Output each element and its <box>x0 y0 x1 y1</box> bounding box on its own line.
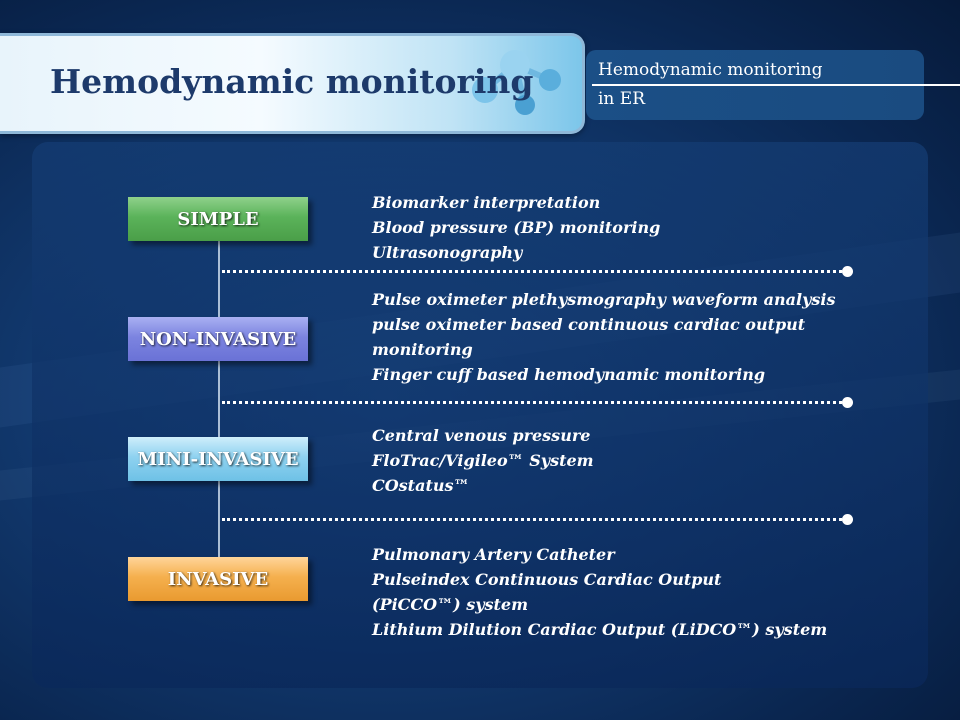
page-title: Hemodynamic monitoring <box>50 62 534 101</box>
dotted-separator <box>222 401 842 404</box>
list-item: Finger cuff based hemodynamic monitoring <box>372 365 766 384</box>
connector-line <box>218 240 220 580</box>
non-invasive-methods-list <box>372 287 835 387</box>
list-item: Lithium Dilution Cardiac Output (LiDCO™) system <box>372 620 828 639</box>
list-item: Ultrasonography <box>372 243 523 262</box>
list-item: Pulse oximeter plethysmography waveform analysis <box>372 290 836 309</box>
list-item: Biomarker interpretation <box>372 193 601 212</box>
list-item: Central venous pressure <box>372 426 591 445</box>
list-item: Pulmonary Artery Catheter <box>372 545 615 564</box>
invasive-methods-list <box>372 542 827 642</box>
list-item: pulse oximeter based continuous cardiac output <box>372 315 806 334</box>
list-item: monitoring <box>372 340 473 359</box>
list-item: Pulseindex Continuous Cardiac Output <box>372 570 722 589</box>
list-item: FloTrac/Vigileo™ System <box>372 451 594 470</box>
subtitle-line-2: in ER <box>598 89 645 109</box>
category-mini-invasive: MINI-INVASIVE <box>128 437 308 481</box>
dotted-separator <box>222 270 842 273</box>
list-item: (PiCCO™) system <box>372 595 529 614</box>
dotted-separator <box>222 518 842 521</box>
list-item: Blood pressure (BP) monitoring <box>372 218 661 237</box>
separator-end-dot <box>842 514 853 525</box>
separator-end-dot <box>842 397 853 408</box>
category-invasive: INVASIVE <box>128 557 308 601</box>
category-non-invasive: NON-INVASIVE <box>128 317 308 361</box>
separator-end-dot <box>842 266 853 277</box>
subtitle-divider <box>592 84 960 86</box>
list-item: COstatus™ <box>372 476 470 495</box>
category-simple: SIMPLE <box>128 197 308 241</box>
simple-methods-list <box>372 190 660 265</box>
subtitle-line-1: Hemodynamic monitoring <box>598 60 823 80</box>
mini-invasive-methods-list <box>372 423 594 498</box>
